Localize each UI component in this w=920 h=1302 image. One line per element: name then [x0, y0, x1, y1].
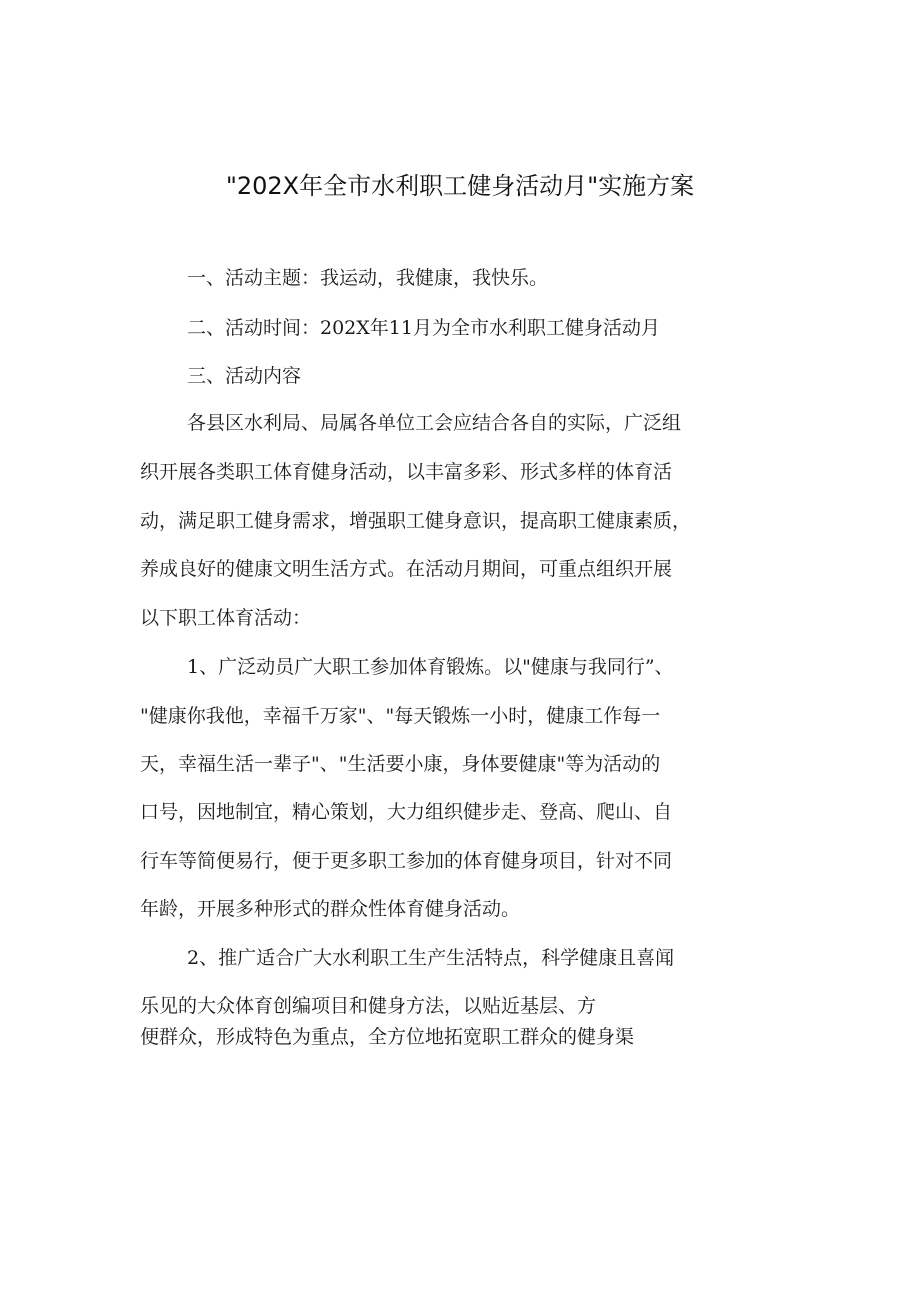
item-1-line: 年龄，开展多种形式的群众性体育健身活动。 — [140, 898, 521, 920]
item-1-line: "健康你我他，幸福千万家"、"每天锻炼一小时，健康工作每一 — [140, 705, 661, 727]
paragraph-line: 养成良好的健康文明生活方式。在活动月期间，可重点组织开展 — [140, 558, 673, 580]
item-1-line: 天，幸福生活一辈子"、"生活要小康，身体要健康"等为活动的 — [140, 753, 661, 775]
paragraph-line: 织开展各类职工体育健身活动，以丰富多彩、形式多样的体育活 — [140, 461, 673, 483]
section-theme: 一、活动主题：我运动，我健康，我快乐。 — [187, 267, 549, 289]
item-1-line: 行车等简便易行，便于更多职工参加的体育健身项目，针对不同 — [140, 850, 673, 872]
section-content-heading: 三、活动内容 — [187, 365, 302, 387]
item-2-line: 便群众，形成特色为重点，全方位地拓宽职工群众的健身渠 — [140, 1026, 635, 1048]
paragraph-line: 以下职工体育活动： — [140, 607, 312, 629]
paragraph-line: 各县区水利局、局属各单位工会应结合各自的实际，广泛组 — [187, 412, 682, 434]
paragraph-line: 动，满足职工健身需求，增强职工健身意识，提高职工健康素质， — [140, 510, 692, 532]
document-title: "202X年全市水利职工健身活动月"实施方案 — [225, 172, 695, 200]
item-1-line: 口号，因地制宜，精心策划，大力组织健步走、登高、爬山、自 — [140, 801, 673, 823]
item-1-line: 1、广泛动员广大职工参加体育锻炼。以"健康与我同行”、 — [187, 656, 674, 678]
section-time: 二、活动时间：202X年11月为全市水利职工健身活动月 — [187, 317, 660, 339]
item-2-line: 乐见的大众体育创编项目和健身方法，以贴近基层、方 — [140, 995, 597, 1017]
item-2-line: 2、推广适合广大水利职工生产生活特点，科学健康且喜闻 — [187, 947, 675, 969]
